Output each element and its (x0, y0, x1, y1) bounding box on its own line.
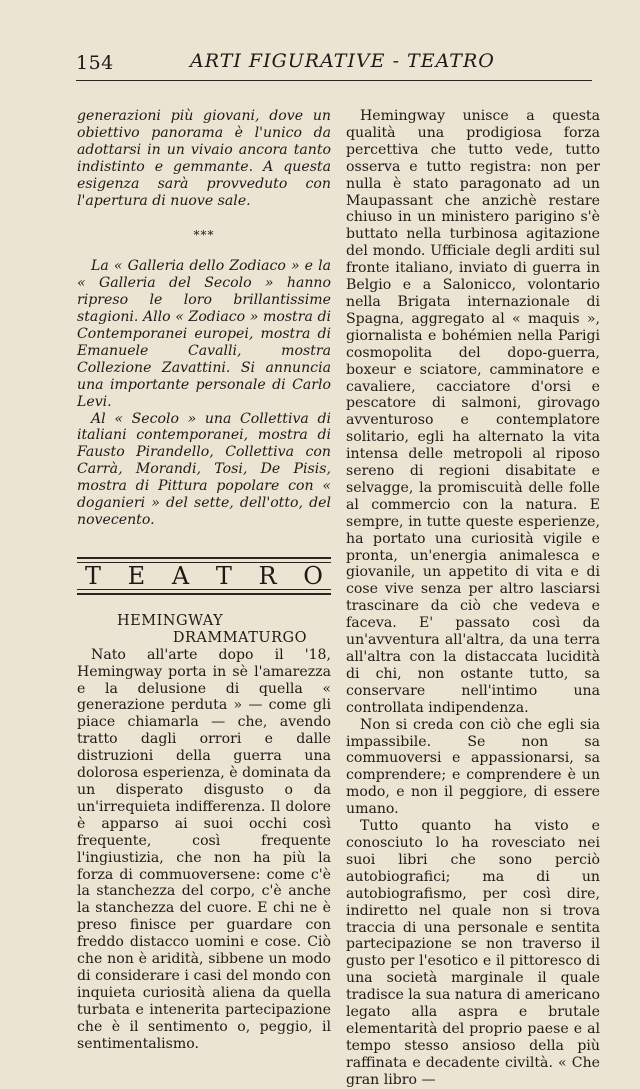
right-column (346, 108, 600, 1089)
section-title-letter: T (215, 561, 232, 590)
page-number: 154 (76, 52, 114, 74)
section-title-letter: R (258, 561, 277, 590)
secolo-paragraph: Al « Secolo » una Collettiva di italiani contemporanei, mostra di Fausto Pirandello, Collettiva con Carrà, Morandi, Tosi, De Pisis, mostra di Pittura popolare con « doganieri » del sette, dell'otto, del novecento. (77, 410, 331, 528)
teatro-section-header (77, 557, 331, 595)
article-paragraph: Nato all'arte dopo il '18, Hemingway porta in sè l'amarezza e la delusione di quella « generazione perduta » — come gli piace chiamarla — che, avendo tratto dagli orrori e dalle distruzioni della guerra una dolorosa esperienza, è dominata da un disperato disgusto o da un'irrequieta indifferenza. Il dolore è apparso ai suoi occhi così frequente, così frequente l'ingiustizia, che non ha più la forza di commuoversene: come c'è la stanchezza del corpo, c'è anche la stanchezza del cuore. E chi ne è preso finisce per guardare con freddo distacco uomini e cose. Ciò che non è aridità, sibbene un modo di considerare i casi del mondo con inquieta curiosità aliena da quella turbata e intenerita partecipazione che è il sentimento o, peggio, il sentimentalismo. (77, 646, 331, 1052)
section-rule (77, 589, 331, 590)
section-title-letter: E (127, 561, 146, 590)
header-rule (76, 80, 592, 81)
article-title-line: HEMINGWAY (117, 612, 224, 629)
section-separator: *** (193, 228, 215, 243)
section-title-letter: A (171, 561, 190, 590)
section-title-letter: T (85, 561, 102, 590)
section-rule (77, 557, 331, 559)
article-title (77, 613, 331, 647)
section-title (77, 563, 331, 589)
article-title-line: DRAMMATURGO (172, 629, 307, 646)
running-head: ARTI FIGURATIVE - TEATRO (190, 50, 495, 72)
article-paragraph: Tutto quanto ha visto e conosciuto lo ha rovesciato nei suoi libri che sono perciò autobiografici; ma di un autobiografismo, per così dire, indiretto nel quale non si trova traccia di una personale e sentita partecipazione se non traverso il gusto per l'esotico e il pittoresco di una società marginale il quale tradisce la sua natura di americano legato alla aspra e brutale elementarità del proprio paese e al tempo stesso ansioso della più raffinata e decadente civiltà. « Che gran libro — (346, 818, 600, 1088)
galleries-paragraph: La « Galleria dello Zodiaco » e la « Galleria del Secolo » hanno ripreso le loro brillantissime stagioni. Allo « Zodiaco » mostra di Contemporanei europei, mostra di Emanuele Cavalli, mostra Collezione Zavattini. Si annuncia una importante personale di Carlo Levi. (77, 258, 331, 410)
section-rule (77, 593, 331, 595)
article-paragraph: Hemingway unisce a questa qualità una prodigiosa forza percettiva che tutto vede, tutto osserva e tutto registra: non per nulla è stato paragonato ad un Maupassant che anzichè restare chiuso in un ministero parigino s'è buttato nella turbinosa agitazione del mondo. Ufficiale degli arditi sul fronte italiano, inviato di guerra in Belgio e a Salonicco, volontario nella Brigata internazionale di Spagna, aggregato al « maquis », giornalista e bohémien nella Parigi cosmopolita del dopo-guerra, boxeur e sciatore, camminatore e cavaliere, cacciatore d'orsi e pescatore di salmoni, girovago avventuroso e contemplatore solitario, egli ha alternato la vita intensa delle metropoli al riposo sereno di regioni disabitate e selvagge, la promiscuità delle folle al commercio con la natura. E sempre, in tutte queste esperienze, ha portato una curiosità vigile e pronta, un'energia animalesca e giovanile, un appetito di vita e di cose vive senza per altro lasciarsi trascinare da ciò che vedeva e faceva. E' passato così da un'avventura all'altra, da una terra all'altra con la distaccata lucidità di chi, non ostante tutto, sa conservare nell'intimo una controllata indipendenza. (346, 108, 600, 716)
left-column (77, 108, 331, 1053)
intro-paragraph: generazioni più giovani, dove un obiettivo panorama è l'unico da adottarsi in un vivaio ancora tanto indistinto e gemmante. A questa esigenza sarà provveduto con l'apertura di nuove sale. (77, 108, 331, 209)
article-paragraph: Non si creda con ciò che egli sia impassibile. Se non sa commuoversi e appassionarsi, sa comprendere; e comprendere è un modo, e non il peggiore, di essere umano. (346, 716, 600, 818)
section-title-letter: O (303, 561, 323, 590)
